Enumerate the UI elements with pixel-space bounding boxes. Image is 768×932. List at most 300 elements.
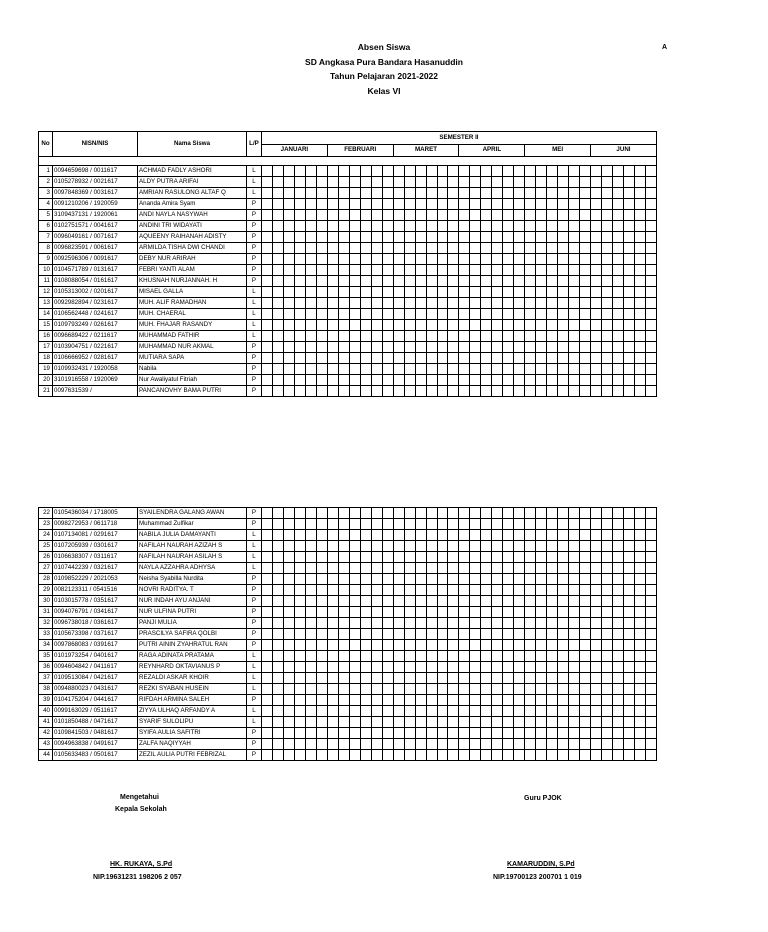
attendance-cell[interactable] [602, 739, 613, 750]
attendance-cell[interactable] [349, 530, 360, 541]
attendance-cell[interactable] [514, 607, 525, 618]
attendance-cell[interactable] [404, 508, 415, 519]
attendance-cell[interactable] [613, 265, 624, 276]
attendance-cell[interactable] [393, 574, 404, 585]
attendance-cell[interactable] [591, 706, 602, 717]
attendance-cell[interactable] [470, 166, 481, 177]
attendance-cell[interactable] [459, 177, 470, 188]
attendance-cell[interactable] [558, 651, 569, 662]
attendance-cell[interactable] [294, 177, 305, 188]
attendance-cell[interactable] [448, 552, 459, 563]
attendance-cell[interactable] [415, 309, 426, 320]
attendance-cell[interactable] [294, 331, 305, 342]
attendance-cell[interactable] [580, 375, 591, 386]
attendance-cell[interactable] [349, 364, 360, 375]
attendance-cell[interactable] [623, 243, 634, 254]
attendance-cell[interactable] [481, 210, 492, 221]
attendance-cell[interactable] [525, 221, 536, 232]
attendance-cell[interactable] [558, 298, 569, 309]
attendance-cell[interactable] [448, 243, 459, 254]
attendance-cell[interactable] [470, 320, 481, 331]
attendance-cell[interactable] [634, 607, 645, 618]
attendance-cell[interactable] [316, 629, 327, 640]
attendance-cell[interactable] [404, 276, 415, 287]
attendance-cell[interactable] [558, 684, 569, 695]
attendance-cell[interactable] [360, 574, 371, 585]
attendance-cell[interactable] [580, 563, 591, 574]
attendance-cell[interactable] [426, 563, 437, 574]
attendance-cell[interactable] [613, 629, 624, 640]
attendance-cell[interactable] [349, 739, 360, 750]
attendance-cell[interactable] [327, 695, 338, 706]
attendance-cell[interactable] [481, 728, 492, 739]
attendance-cell[interactable] [305, 199, 316, 210]
attendance-cell[interactable] [327, 287, 338, 298]
attendance-cell[interactable] [294, 563, 305, 574]
attendance-cell[interactable] [459, 728, 470, 739]
attendance-cell[interactable] [503, 739, 514, 750]
attendance-cell[interactable] [404, 320, 415, 331]
attendance-cell[interactable] [338, 651, 349, 662]
attendance-cell[interactable] [382, 331, 393, 342]
attendance-cell[interactable] [645, 541, 656, 552]
attendance-cell[interactable] [503, 662, 514, 673]
attendance-cell[interactable] [470, 684, 481, 695]
attendance-cell[interactable] [371, 177, 382, 188]
attendance-cell[interactable] [283, 353, 294, 364]
attendance-cell[interactable] [623, 607, 634, 618]
attendance-cell[interactable] [272, 265, 283, 276]
attendance-cell[interactable] [360, 695, 371, 706]
attendance-cell[interactable] [503, 265, 514, 276]
attendance-cell[interactable] [327, 221, 338, 232]
attendance-cell[interactable] [459, 364, 470, 375]
attendance-cell[interactable] [262, 717, 273, 728]
attendance-cell[interactable] [437, 287, 448, 298]
attendance-cell[interactable] [262, 364, 273, 375]
attendance-cell[interactable] [415, 695, 426, 706]
attendance-cell[interactable] [492, 287, 503, 298]
attendance-cell[interactable] [547, 276, 558, 287]
attendance-cell[interactable] [262, 563, 273, 574]
attendance-cell[interactable] [349, 276, 360, 287]
attendance-cell[interactable] [623, 717, 634, 728]
attendance-cell[interactable] [547, 717, 558, 728]
attendance-cell[interactable] [371, 750, 382, 761]
attendance-cell[interactable] [547, 739, 558, 750]
attendance-cell[interactable] [305, 166, 316, 177]
attendance-cell[interactable] [272, 629, 283, 640]
attendance-cell[interactable] [558, 629, 569, 640]
attendance-cell[interactable] [426, 728, 437, 739]
attendance-cell[interactable] [591, 265, 602, 276]
attendance-cell[interactable] [349, 386, 360, 397]
attendance-cell[interactable] [316, 364, 327, 375]
attendance-cell[interactable] [327, 728, 338, 739]
attendance-cell[interactable] [283, 607, 294, 618]
attendance-cell[interactable] [426, 177, 437, 188]
attendance-cell[interactable] [294, 728, 305, 739]
attendance-cell[interactable] [645, 717, 656, 728]
attendance-cell[interactable] [591, 166, 602, 177]
attendance-cell[interactable] [382, 375, 393, 386]
attendance-cell[interactable] [360, 276, 371, 287]
attendance-cell[interactable] [547, 177, 558, 188]
attendance-cell[interactable] [602, 574, 613, 585]
attendance-cell[interactable] [437, 243, 448, 254]
attendance-cell[interactable] [371, 618, 382, 629]
attendance-cell[interactable] [558, 364, 569, 375]
attendance-cell[interactable] [591, 530, 602, 541]
attendance-cell[interactable] [349, 750, 360, 761]
attendance-cell[interactable] [536, 188, 547, 199]
attendance-cell[interactable] [580, 640, 591, 651]
attendance-cell[interactable] [371, 574, 382, 585]
attendance-cell[interactable] [459, 695, 470, 706]
attendance-cell[interactable] [349, 331, 360, 342]
attendance-cell[interactable] [305, 309, 316, 320]
attendance-cell[interactable] [262, 618, 273, 629]
attendance-cell[interactable] [569, 265, 580, 276]
attendance-cell[interactable] [349, 706, 360, 717]
attendance-cell[interactable] [470, 254, 481, 265]
attendance-cell[interactable] [262, 596, 273, 607]
attendance-cell[interactable] [459, 287, 470, 298]
attendance-cell[interactable] [645, 199, 656, 210]
attendance-cell[interactable] [283, 519, 294, 530]
attendance-cell[interactable] [569, 276, 580, 287]
attendance-cell[interactable] [580, 265, 591, 276]
attendance-cell[interactable] [305, 607, 316, 618]
attendance-cell[interactable] [349, 629, 360, 640]
attendance-cell[interactable] [338, 530, 349, 541]
attendance-cell[interactable] [371, 188, 382, 199]
attendance-cell[interactable] [536, 640, 547, 651]
attendance-cell[interactable] [481, 640, 492, 651]
attendance-cell[interactable] [514, 232, 525, 243]
attendance-cell[interactable] [514, 629, 525, 640]
attendance-cell[interactable] [613, 552, 624, 563]
attendance-cell[interactable] [262, 684, 273, 695]
attendance-cell[interactable] [305, 629, 316, 640]
attendance-cell[interactable] [327, 750, 338, 761]
attendance-cell[interactable] [481, 508, 492, 519]
attendance-cell[interactable] [503, 243, 514, 254]
attendance-cell[interactable] [426, 210, 437, 221]
attendance-cell[interactable] [404, 298, 415, 309]
attendance-cell[interactable] [459, 662, 470, 673]
attendance-cell[interactable] [580, 210, 591, 221]
attendance-cell[interactable] [569, 563, 580, 574]
attendance-cell[interactable] [558, 309, 569, 320]
attendance-cell[interactable] [393, 221, 404, 232]
attendance-cell[interactable] [382, 673, 393, 684]
attendance-cell[interactable] [404, 750, 415, 761]
attendance-cell[interactable] [393, 607, 404, 618]
attendance-cell[interactable] [294, 298, 305, 309]
attendance-cell[interactable] [503, 254, 514, 265]
attendance-cell[interactable] [294, 210, 305, 221]
attendance-cell[interactable] [580, 706, 591, 717]
attendance-cell[interactable] [558, 508, 569, 519]
attendance-cell[interactable] [283, 552, 294, 563]
attendance-cell[interactable] [536, 541, 547, 552]
attendance-cell[interactable] [645, 309, 656, 320]
attendance-cell[interactable] [327, 276, 338, 287]
attendance-cell[interactable] [613, 673, 624, 684]
attendance-cell[interactable] [492, 342, 503, 353]
attendance-cell[interactable] [613, 662, 624, 673]
attendance-cell[interactable] [470, 651, 481, 662]
attendance-cell[interactable] [613, 728, 624, 739]
attendance-cell[interactable] [371, 309, 382, 320]
attendance-cell[interactable] [459, 739, 470, 750]
attendance-cell[interactable] [558, 618, 569, 629]
attendance-cell[interactable] [623, 276, 634, 287]
attendance-cell[interactable] [602, 364, 613, 375]
attendance-cell[interactable] [602, 221, 613, 232]
attendance-cell[interactable] [437, 541, 448, 552]
attendance-cell[interactable] [503, 629, 514, 640]
attendance-cell[interactable] [558, 320, 569, 331]
attendance-cell[interactable] [492, 651, 503, 662]
attendance-cell[interactable] [514, 375, 525, 386]
attendance-cell[interactable] [360, 563, 371, 574]
attendance-cell[interactable] [470, 530, 481, 541]
attendance-cell[interactable] [426, 640, 437, 651]
attendance-cell[interactable] [623, 684, 634, 695]
attendance-cell[interactable] [525, 629, 536, 640]
attendance-cell[interactable] [645, 232, 656, 243]
attendance-cell[interactable] [283, 563, 294, 574]
attendance-cell[interactable] [580, 331, 591, 342]
attendance-cell[interactable] [558, 210, 569, 221]
attendance-cell[interactable] [525, 364, 536, 375]
attendance-cell[interactable] [536, 210, 547, 221]
attendance-cell[interactable] [393, 739, 404, 750]
attendance-cell[interactable] [634, 640, 645, 651]
attendance-cell[interactable] [294, 188, 305, 199]
attendance-cell[interactable] [514, 563, 525, 574]
attendance-cell[interactable] [338, 706, 349, 717]
attendance-cell[interactable] [558, 342, 569, 353]
attendance-cell[interactable] [525, 232, 536, 243]
attendance-cell[interactable] [294, 221, 305, 232]
attendance-cell[interactable] [283, 574, 294, 585]
attendance-cell[interactable] [262, 199, 273, 210]
attendance-cell[interactable] [360, 629, 371, 640]
attendance-cell[interactable] [415, 585, 426, 596]
attendance-cell[interactable] [481, 221, 492, 232]
attendance-cell[interactable] [371, 695, 382, 706]
attendance-cell[interactable] [294, 309, 305, 320]
attendance-cell[interactable] [327, 596, 338, 607]
attendance-cell[interactable] [316, 276, 327, 287]
attendance-cell[interactable] [262, 166, 273, 177]
attendance-cell[interactable] [536, 331, 547, 342]
attendance-cell[interactable] [415, 375, 426, 386]
attendance-cell[interactable] [404, 618, 415, 629]
attendance-cell[interactable] [503, 607, 514, 618]
attendance-cell[interactable] [382, 386, 393, 397]
attendance-cell[interactable] [613, 519, 624, 530]
attendance-cell[interactable] [283, 254, 294, 265]
attendance-cell[interactable] [525, 728, 536, 739]
attendance-cell[interactable] [470, 298, 481, 309]
attendance-cell[interactable] [591, 375, 602, 386]
attendance-cell[interactable] [415, 320, 426, 331]
attendance-cell[interactable] [645, 629, 656, 640]
attendance-cell[interactable] [305, 320, 316, 331]
attendance-cell[interactable] [316, 232, 327, 243]
attendance-cell[interactable] [360, 177, 371, 188]
attendance-cell[interactable] [415, 618, 426, 629]
attendance-cell[interactable] [371, 386, 382, 397]
attendance-cell[interactable] [437, 353, 448, 364]
attendance-cell[interactable] [634, 232, 645, 243]
attendance-cell[interactable] [316, 673, 327, 684]
attendance-cell[interactable] [349, 574, 360, 585]
attendance-cell[interactable] [262, 265, 273, 276]
attendance-cell[interactable] [481, 177, 492, 188]
attendance-cell[interactable] [338, 166, 349, 177]
attendance-cell[interactable] [547, 254, 558, 265]
attendance-cell[interactable] [645, 298, 656, 309]
attendance-cell[interactable] [634, 320, 645, 331]
attendance-cell[interactable] [338, 364, 349, 375]
attendance-cell[interactable] [448, 585, 459, 596]
attendance-cell[interactable] [426, 706, 437, 717]
attendance-cell[interactable] [645, 706, 656, 717]
attendance-cell[interactable] [591, 717, 602, 728]
attendance-cell[interactable] [569, 651, 580, 662]
attendance-cell[interactable] [262, 552, 273, 563]
attendance-cell[interactable] [371, 210, 382, 221]
attendance-cell[interactable] [294, 640, 305, 651]
attendance-cell[interactable] [448, 188, 459, 199]
attendance-cell[interactable] [382, 552, 393, 563]
attendance-cell[interactable] [294, 287, 305, 298]
attendance-cell[interactable] [448, 265, 459, 276]
attendance-cell[interactable] [547, 519, 558, 530]
attendance-cell[interactable] [580, 177, 591, 188]
attendance-cell[interactable] [580, 574, 591, 585]
attendance-cell[interactable] [272, 552, 283, 563]
attendance-cell[interactable] [404, 651, 415, 662]
attendance-cell[interactable] [634, 563, 645, 574]
attendance-cell[interactable] [558, 607, 569, 618]
attendance-cell[interactable] [382, 210, 393, 221]
attendance-cell[interactable] [426, 750, 437, 761]
attendance-cell[interactable] [426, 585, 437, 596]
attendance-cell[interactable] [437, 364, 448, 375]
attendance-cell[interactable] [305, 750, 316, 761]
attendance-cell[interactable] [426, 717, 437, 728]
attendance-cell[interactable] [316, 309, 327, 320]
attendance-cell[interactable] [470, 265, 481, 276]
attendance-cell[interactable] [393, 684, 404, 695]
attendance-cell[interactable] [426, 574, 437, 585]
attendance-cell[interactable] [415, 342, 426, 353]
attendance-cell[interactable] [316, 386, 327, 397]
attendance-cell[interactable] [338, 298, 349, 309]
attendance-cell[interactable] [404, 254, 415, 265]
attendance-cell[interactable] [481, 651, 492, 662]
attendance-cell[interactable] [492, 199, 503, 210]
attendance-cell[interactable] [623, 309, 634, 320]
attendance-cell[interactable] [426, 684, 437, 695]
attendance-cell[interactable] [393, 298, 404, 309]
attendance-cell[interactable] [404, 585, 415, 596]
attendance-cell[interactable] [503, 717, 514, 728]
attendance-cell[interactable] [262, 750, 273, 761]
attendance-cell[interactable] [404, 541, 415, 552]
attendance-cell[interactable] [591, 353, 602, 364]
attendance-cell[interactable] [316, 585, 327, 596]
attendance-cell[interactable] [415, 166, 426, 177]
attendance-cell[interactable] [283, 287, 294, 298]
attendance-cell[interactable] [294, 673, 305, 684]
attendance-cell[interactable] [327, 386, 338, 397]
attendance-cell[interactable] [613, 684, 624, 695]
attendance-cell[interactable] [569, 309, 580, 320]
attendance-cell[interactable] [634, 662, 645, 673]
attendance-cell[interactable] [525, 508, 536, 519]
attendance-cell[interactable] [470, 188, 481, 199]
attendance-cell[interactable] [602, 695, 613, 706]
attendance-cell[interactable] [569, 684, 580, 695]
attendance-cell[interactable] [547, 298, 558, 309]
attendance-cell[interactable] [580, 607, 591, 618]
attendance-cell[interactable] [492, 210, 503, 221]
attendance-cell[interactable] [382, 298, 393, 309]
attendance-cell[interactable] [272, 287, 283, 298]
attendance-cell[interactable] [360, 353, 371, 364]
attendance-cell[interactable] [481, 331, 492, 342]
attendance-cell[interactable] [262, 607, 273, 618]
attendance-cell[interactable] [580, 199, 591, 210]
attendance-cell[interactable] [382, 232, 393, 243]
attendance-cell[interactable] [272, 706, 283, 717]
attendance-cell[interactable] [547, 552, 558, 563]
attendance-cell[interactable] [349, 673, 360, 684]
attendance-cell[interactable] [623, 232, 634, 243]
attendance-cell[interactable] [623, 364, 634, 375]
attendance-cell[interactable] [327, 629, 338, 640]
attendance-cell[interactable] [360, 585, 371, 596]
attendance-cell[interactable] [437, 585, 448, 596]
attendance-cell[interactable] [525, 199, 536, 210]
attendance-cell[interactable] [547, 596, 558, 607]
attendance-cell[interactable] [470, 508, 481, 519]
attendance-cell[interactable] [470, 287, 481, 298]
attendance-cell[interactable] [613, 364, 624, 375]
attendance-cell[interactable] [514, 508, 525, 519]
attendance-cell[interactable] [536, 276, 547, 287]
attendance-cell[interactable] [634, 276, 645, 287]
attendance-cell[interactable] [514, 166, 525, 177]
attendance-cell[interactable] [481, 254, 492, 265]
attendance-cell[interactable] [360, 640, 371, 651]
attendance-cell[interactable] [393, 342, 404, 353]
attendance-cell[interactable] [283, 309, 294, 320]
attendance-cell[interactable] [316, 728, 327, 739]
attendance-cell[interactable] [305, 177, 316, 188]
attendance-cell[interactable] [613, 750, 624, 761]
attendance-cell[interactable] [393, 618, 404, 629]
attendance-cell[interactable] [569, 287, 580, 298]
attendance-cell[interactable] [349, 662, 360, 673]
